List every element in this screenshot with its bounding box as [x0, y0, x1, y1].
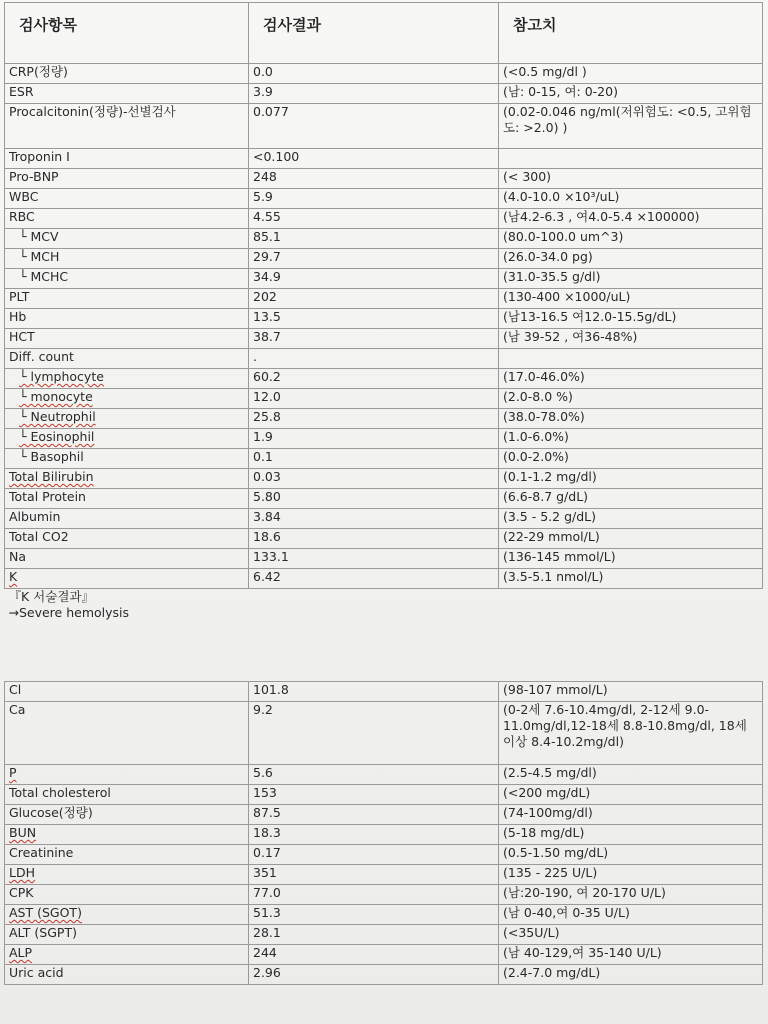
- test-reference: (0-2세 7.6-10.4mg/dl, 2-12세 9.0-11.0mg/dl,12-18세 8.8-10.8mg/dl, 18세 이상 8.4-10.2mg/dl): [499, 702, 763, 765]
- test-name-text: └ monocyte: [19, 389, 93, 404]
- test-result: 6.42: [249, 569, 499, 589]
- test-reference: (74-100mg/dl): [499, 805, 763, 825]
- test-result: 0.077: [249, 104, 499, 149]
- table-row: [5, 429, 763, 449]
- table-row: [5, 825, 763, 845]
- test-name: [5, 469, 249, 489]
- test-name: [5, 905, 249, 925]
- test-name: Hb: [5, 309, 249, 329]
- test-result: 28.1: [249, 925, 499, 945]
- test-name-text: └ Eosinophil: [19, 429, 95, 444]
- table-row: [5, 84, 763, 104]
- test-result: 5.6: [249, 765, 499, 785]
- test-reference: (2.0-8.0 %): [499, 389, 763, 409]
- table-row: [5, 409, 763, 429]
- test-reference: (< 300): [499, 169, 763, 189]
- test-result: 25.8: [249, 409, 499, 429]
- test-name: [5, 429, 249, 449]
- test-name: Total CO2: [5, 529, 249, 549]
- test-result: 5.9: [249, 189, 499, 209]
- test-result: 18.3: [249, 825, 499, 845]
- table-row: [5, 349, 763, 369]
- test-name: [5, 409, 249, 429]
- test-result: 12.0: [249, 389, 499, 409]
- header-result: 검사결과: [249, 3, 499, 64]
- test-name: Cl: [5, 682, 249, 702]
- table-row: [5, 925, 763, 945]
- test-reference: (0.5-1.50 mg/dL): [499, 845, 763, 865]
- test-reference: (26.0-34.0 pg): [499, 249, 763, 269]
- test-name: Total Protein: [5, 489, 249, 509]
- table-row: [5, 885, 763, 905]
- table-row: [5, 549, 763, 569]
- test-reference: (남:20-190, 여 20-170 U/L): [499, 885, 763, 905]
- test-reference: (38.0-78.0%): [499, 409, 763, 429]
- test-reference: (남 40-129,여 35-140 U/L): [499, 945, 763, 965]
- test-reference: (22-29 mmol/L): [499, 529, 763, 549]
- test-name: Pro-BNP: [5, 169, 249, 189]
- test-name-text: └ lymphocyte: [19, 369, 104, 384]
- test-name: [5, 865, 249, 885]
- table-row: [5, 209, 763, 229]
- test-reference: [499, 349, 763, 369]
- test-name: Glucose(정량): [5, 805, 249, 825]
- test-result: 202: [249, 289, 499, 309]
- note-title: 『K 서술결과』: [8, 589, 94, 604]
- table-row: [5, 229, 763, 249]
- test-result: 2.96: [249, 965, 499, 985]
- test-name: Creatinine: [5, 845, 249, 865]
- test-reference: (<0.5 mg/dl ): [499, 64, 763, 84]
- test-name: └ MCV: [5, 229, 249, 249]
- table-row: [5, 569, 763, 589]
- table-row: [5, 905, 763, 925]
- test-name: Diff. count: [5, 349, 249, 369]
- header-item: 검사항목: [5, 3, 249, 64]
- table-row: [5, 865, 763, 885]
- table-row: [5, 329, 763, 349]
- test-result: 60.2: [249, 369, 499, 389]
- table-row: [5, 805, 763, 825]
- test-reference: (남: 0-15, 여: 0-20): [499, 84, 763, 104]
- test-reference: (80.0-100.0 um^3): [499, 229, 763, 249]
- test-reference: (136-145 mmol/L): [499, 549, 763, 569]
- test-reference: (0.1-1.2 mg/dl): [499, 469, 763, 489]
- header-reference: 참고치: [499, 3, 763, 64]
- table-row: [5, 289, 763, 309]
- test-result: 153: [249, 785, 499, 805]
- test-reference: (5-18 mg/dL): [499, 825, 763, 845]
- table-row: [5, 64, 763, 84]
- test-name-text: LDH: [9, 865, 35, 880]
- test-name-text: ALP: [9, 945, 33, 960]
- test-name: Procalcitonin(정량)-선별검사: [5, 104, 249, 149]
- table-row: [5, 169, 763, 189]
- table-row: [5, 104, 763, 149]
- test-reference: (6.6-8.7 g/dL): [499, 489, 763, 509]
- table-row: [5, 369, 763, 389]
- table-row: [5, 785, 763, 805]
- narrative-note-row: [5, 589, 763, 682]
- test-name: └ MCHC: [5, 269, 249, 289]
- test-reference: (3.5-5.1 nmol/L): [499, 569, 763, 589]
- table-row: [5, 529, 763, 549]
- test-result: 101.8: [249, 682, 499, 702]
- table-row: [5, 765, 763, 785]
- test-name: └ Basophil: [5, 449, 249, 469]
- test-reference: (4.0-10.0 ×10³/uL): [499, 189, 763, 209]
- test-reference: (남13-16.5 여12.0-15.5g/dL): [499, 309, 763, 329]
- test-result: 9.2: [249, 702, 499, 765]
- test-result: 4.55: [249, 209, 499, 229]
- test-name: Total cholesterol: [5, 785, 249, 805]
- test-reference: (<200 mg/dL): [499, 785, 763, 805]
- test-reference: (0.0-2.0%): [499, 449, 763, 469]
- test-reference: [499, 149, 763, 169]
- test-name: Albumin: [5, 509, 249, 529]
- test-result: 77.0: [249, 885, 499, 905]
- test-name: └ MCH: [5, 249, 249, 269]
- test-reference: (남 39-52 , 여36-48%): [499, 329, 763, 349]
- test-name-text: BUN: [9, 825, 37, 840]
- test-result: 34.9: [249, 269, 499, 289]
- test-reference: (98-107 mmol/L): [499, 682, 763, 702]
- test-name: ESR: [5, 84, 249, 104]
- test-name: [5, 765, 249, 785]
- test-reference: (3.5 - 5.2 g/dL): [499, 509, 763, 529]
- test-name: Ca: [5, 702, 249, 765]
- test-reference: (1.0-6.0%): [499, 429, 763, 449]
- table-row: [5, 682, 763, 702]
- table-row: [5, 945, 763, 965]
- test-name: [5, 569, 249, 589]
- header-row: [5, 3, 763, 64]
- test-result: 351: [249, 865, 499, 885]
- test-result: 248: [249, 169, 499, 189]
- test-reference: (17.0-46.0%): [499, 369, 763, 389]
- test-name: Troponin I: [5, 149, 249, 169]
- test-name: HCT: [5, 329, 249, 349]
- table-row: [5, 702, 763, 765]
- test-name: Na: [5, 549, 249, 569]
- table-row: [5, 249, 763, 269]
- test-result: 0.0: [249, 64, 499, 84]
- test-result: 13.5: [249, 309, 499, 329]
- test-result: .: [249, 349, 499, 369]
- table-row: [5, 309, 763, 329]
- test-result: 18.6: [249, 529, 499, 549]
- test-name-text: P: [9, 765, 17, 780]
- test-name-text: K: [9, 569, 18, 584]
- lab-results-table: [4, 2, 763, 985]
- test-name: RBC: [5, 209, 249, 229]
- test-name-text: └ Neutrophil: [19, 409, 96, 424]
- test-reference: (<35U/L): [499, 925, 763, 945]
- test-result: 38.7: [249, 329, 499, 349]
- test-name: [5, 389, 249, 409]
- table-row: [5, 449, 763, 469]
- test-result: 87.5: [249, 805, 499, 825]
- test-reference: (130-400 ×1000/uL): [499, 289, 763, 309]
- test-name: Uric acid: [5, 965, 249, 985]
- test-name: [5, 825, 249, 845]
- test-reference: (2.5-4.5 mg/dl): [499, 765, 763, 785]
- table-row: [5, 489, 763, 509]
- table-row: [5, 509, 763, 529]
- test-name: CPK: [5, 885, 249, 905]
- test-result: <0.100: [249, 149, 499, 169]
- test-name: WBC: [5, 189, 249, 209]
- test-result: 0.17: [249, 845, 499, 865]
- table-row: [5, 149, 763, 169]
- table-row: [5, 965, 763, 985]
- test-result: 51.3: [249, 905, 499, 925]
- test-name: PLT: [5, 289, 249, 309]
- test-reference: (0.02-0.046 ng/ml(저위험도: <0.5, 고위험도: >2.0) ): [499, 104, 763, 149]
- test-name: [5, 369, 249, 389]
- test-result: 5.80: [249, 489, 499, 509]
- test-result: 0.03: [249, 469, 499, 489]
- test-name: CRP(정량): [5, 64, 249, 84]
- test-name: [5, 945, 249, 965]
- table-row: [5, 389, 763, 409]
- test-result: 1.9: [249, 429, 499, 449]
- table-row: [5, 469, 763, 489]
- test-result: 29.7: [249, 249, 499, 269]
- table-row: [5, 269, 763, 289]
- test-reference: (135 - 225 U/L): [499, 865, 763, 885]
- test-name-text: Total Bilirubin: [9, 469, 94, 484]
- test-result: 3.9: [249, 84, 499, 104]
- test-result: 0.1: [249, 449, 499, 469]
- test-reference: (남4.2-6.3 , 여4.0-5.4 ×100000): [499, 209, 763, 229]
- test-result: 244: [249, 945, 499, 965]
- test-result: 133.1: [249, 549, 499, 569]
- test-result: 85.1: [249, 229, 499, 249]
- table-row: [5, 845, 763, 865]
- test-reference: (31.0-35.5 g/dl): [499, 269, 763, 289]
- test-reference: (남 0-40,여 0-35 U/L): [499, 905, 763, 925]
- table-row: [5, 189, 763, 209]
- note-text: →Severe hemolysis: [8, 605, 130, 620]
- test-name: ALT (SGPT): [5, 925, 249, 945]
- test-reference: (2.4-7.0 mg/dL): [499, 965, 763, 985]
- narrative-note: [5, 589, 763, 682]
- test-result: 3.84: [249, 509, 499, 529]
- test-name-text: AST (SGOT): [9, 905, 82, 920]
